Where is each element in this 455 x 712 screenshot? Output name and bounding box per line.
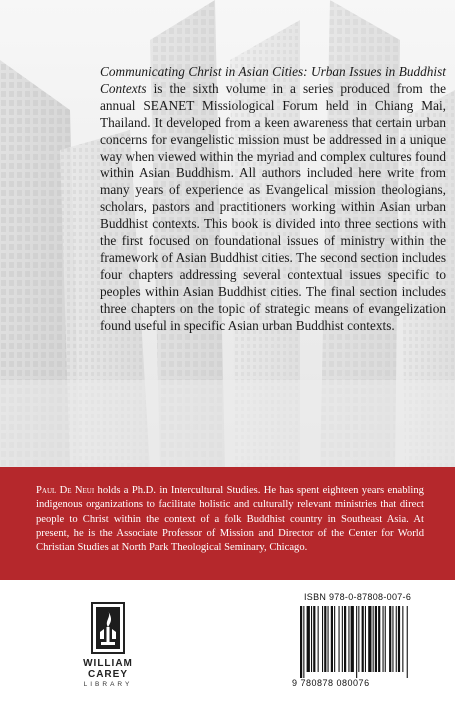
barcode-bar bbox=[348, 606, 349, 672]
barcode-bar bbox=[351, 606, 354, 672]
barcode-bar bbox=[407, 606, 408, 678]
barcode-bar bbox=[375, 606, 377, 672]
publisher-sub: LIBRARY bbox=[83, 681, 133, 688]
barcode-bar bbox=[358, 606, 359, 672]
barcode-digits: 9 780878 080076 bbox=[292, 678, 370, 688]
barcode-bar bbox=[328, 606, 329, 672]
barcode-bar bbox=[331, 606, 333, 672]
barcode-bar bbox=[362, 606, 364, 672]
barcode-bar bbox=[396, 606, 397, 672]
barcode-bar bbox=[385, 606, 386, 672]
isbn-block bbox=[292, 592, 434, 700]
barcode-bar bbox=[378, 606, 380, 672]
barcode-bar bbox=[324, 606, 326, 672]
barcode-icon bbox=[292, 606, 434, 678]
barcode-bar bbox=[368, 606, 371, 672]
barcode-bar bbox=[389, 606, 391, 672]
back-cover-blurb bbox=[100, 64, 446, 335]
barcode-bar bbox=[342, 606, 343, 672]
author-name: Paul De Neui bbox=[36, 485, 95, 496]
barcode-bar bbox=[344, 606, 346, 672]
barcode-bar bbox=[402, 606, 403, 672]
isbn-label: ISBN 978-0-87808-007-6 bbox=[304, 592, 412, 602]
publisher-emblem-icon bbox=[91, 602, 125, 654]
barcode-bar bbox=[373, 606, 374, 672]
publisher-name: WILLIAM CAREY bbox=[83, 658, 133, 680]
barcode-bar bbox=[392, 606, 393, 672]
barcode-bar bbox=[398, 606, 400, 672]
author-bio-text: holds a Ph.D. in Intercultural Studies. He has spent eighteen years enabling indigenous organizations to facilitate holistic and culturally relevant ministries that direct people to Christ within the context of a folk Buddhist country in Southeast Asia. At present, he is the Associate Professor of Mission and Director of the Center for World Christian Studies at North Park Theological Seminary, Chicago. bbox=[36, 485, 424, 554]
cover-footer bbox=[0, 580, 455, 712]
blurb-body: is the sixth volume in a series produced from the annual SEANET Missiological Forum held in Chiang Mai, Thailand. It developed from a keen awareness that certain urban concerns for evangelistic mission must be addressed in a unique way when viewed within the myriad and complex cultures found within Asian Buddhism. All authors included here write from many years of experience as Evangelical mission theologians, scholars, pastors and practitioners working within Asian urban Buddhist contexts. This book is divided into three sections with the first focused on foundational issues of ministry within the framework of Asian Buddhist cities. The second section includes four chapters addressing several contextual issues specific to peoples within Asian Buddhist cities. The final section includes three chapters on the topic of strategic means of evangelization found useful in specific Asian urban Buddhist contexts. bbox=[100, 80, 446, 333]
barcode-bar bbox=[322, 606, 323, 672]
barcode-bar bbox=[334, 606, 335, 672]
publisher-logo bbox=[63, 602, 153, 694]
barcode-bar bbox=[303, 606, 304, 678]
barcode-bar bbox=[356, 606, 357, 678]
barcode-bar bbox=[311, 606, 312, 672]
barcode-bar bbox=[300, 606, 302, 678]
barcode-bar bbox=[318, 606, 319, 672]
barcode-bar bbox=[365, 606, 366, 672]
author-bio bbox=[36, 484, 424, 555]
barcode-bar bbox=[383, 606, 384, 672]
author-bio-band bbox=[0, 467, 455, 580]
barcode-bar bbox=[313, 606, 315, 672]
barcode-bar bbox=[339, 606, 340, 672]
book-title: Communicating Christ in Asian Cities: Urban Issues in Buddhist Contexts bbox=[100, 64, 446, 96]
barcode-bar bbox=[307, 606, 310, 672]
